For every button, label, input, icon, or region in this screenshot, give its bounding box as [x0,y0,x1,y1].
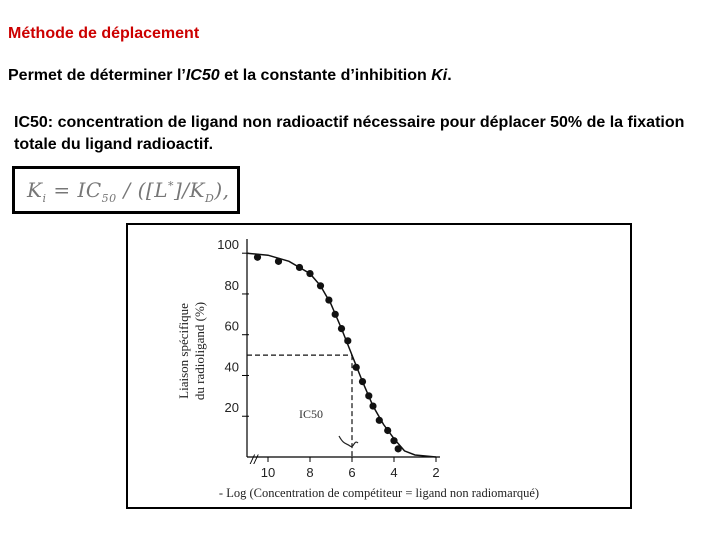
data-point [332,311,339,318]
y-axis-label-line1: Liaison spécifique [176,303,191,399]
y-tick-label: 20 [224,400,239,416]
data-point [317,282,324,289]
data-point [359,378,366,385]
intro-text-middle: et la constante d’inhibition [219,67,432,84]
intro-text-after: . [447,67,452,84]
axis-break: // [250,452,258,467]
x-tick-label: 2 [432,465,440,480]
intro-text-ki: Ki [431,67,448,84]
data-point [325,296,332,303]
y-tick-label: 40 [224,359,239,375]
x-tick-label: 8 [306,465,314,480]
y-tick-label: 100 [217,237,239,253]
ic50-pointer [339,436,358,447]
ki-formula: $K_i = IC_{50} / ([L^*]/K_D)$, [27,178,230,205]
data-point [369,402,376,409]
data-point [395,445,402,452]
y-axis-label-line2: du radioligand (%) [192,301,207,401]
y-tick-label: 80 [224,277,239,293]
page-title: Méthode de déplacement [8,25,200,42]
x-tick-label: 6 [348,465,356,480]
data-point [254,254,261,261]
data-point [275,258,282,265]
ki-formula-box [12,166,240,214]
data-point [353,364,360,371]
chart-svg [128,225,630,507]
intro-text [8,67,452,85]
x-tick-label: 10 [260,465,276,480]
displacement-chart [126,223,632,509]
y-tick-label: 60 [224,318,239,334]
data-point [376,417,383,424]
data-point [306,270,313,277]
data-point [365,392,372,399]
data-point [384,427,391,434]
data-point [296,264,303,271]
x-tick-label: 4 [390,465,398,480]
intro-text-ic50: IC50 [185,67,220,84]
ic50-annotation: IC50 [299,407,323,421]
data-point [390,437,397,444]
x-axis-label: - Log (Concentration de compétiteur = ligand non radiomarqué) [218,486,540,500]
intro-text-before: Permet de déterminer l’ [8,67,186,84]
data-point [338,325,345,332]
ic50-definition: IC50: concentration de ligand non radioactif nécessaire pour déplacer 50% de la fixation totale du ligand radioactif. [14,114,685,153]
data-point [344,337,351,344]
